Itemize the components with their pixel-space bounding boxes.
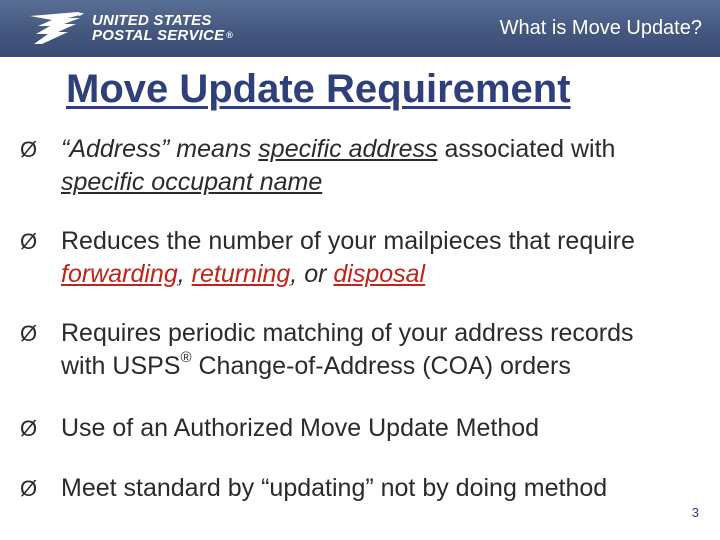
logo-wordmark (92, 13, 233, 43)
bullet-text: associated with (437, 135, 616, 163)
bullet-text: Reduces the number of your mailpieces that require (61, 227, 635, 255)
bullet-text: Change-of-Address (COA) orders (191, 352, 571, 380)
registered-mark: ® (180, 349, 192, 366)
bullet-text: with USPS (61, 352, 181, 380)
bullet-item-reduces-mailpieces (18, 225, 708, 291)
emphasis-forwarding: forwarding (61, 260, 178, 288)
arrow-bullet-icon: Ø (20, 137, 38, 162)
eagle-icon (28, 10, 86, 46)
arrow-bullet-icon: Ø (20, 229, 38, 254)
bullet-item-authorized-method (18, 412, 708, 445)
header-topic: What is Move Update? (499, 17, 702, 39)
logo-line2: POSTAL SERVICE (92, 27, 225, 44)
usps-logo (28, 9, 233, 47)
arrow-bullet-icon: Ø (20, 416, 38, 441)
bullet-item-address-definition (18, 133, 708, 199)
separator: , (177, 260, 192, 288)
emphasis-disposal: disposal (333, 260, 426, 288)
arrow-bullet-icon: Ø (20, 476, 38, 501)
bullet-item-meet-standard (18, 472, 708, 505)
bullet-item-periodic-matching (18, 317, 708, 383)
arrow-bullet-icon: Ø (20, 321, 38, 346)
separator: , or (290, 260, 334, 288)
bullet-text: Meet standard by “updating” not by doing method (61, 474, 608, 502)
page-number: 3 (691, 505, 699, 520)
header-bar (0, 0, 720, 57)
bullet-text: Requires periodic matching of your address records (61, 319, 634, 347)
emphasis-returning: returning (191, 260, 291, 288)
slide-title: Move Update Requirement (66, 67, 571, 111)
emphasis-specific-address: specific address (258, 135, 438, 163)
bullet-text: “Address” means (61, 135, 259, 163)
bullet-text: Use of an Authorized Move Update Method (61, 414, 540, 442)
logo-line1: UNITED STATES (92, 12, 212, 29)
bullet-list (18, 133, 708, 505)
emphasis-specific-occupant-name: specific occupant name (61, 168, 323, 196)
logo-registered-mark: ® (226, 30, 234, 40)
